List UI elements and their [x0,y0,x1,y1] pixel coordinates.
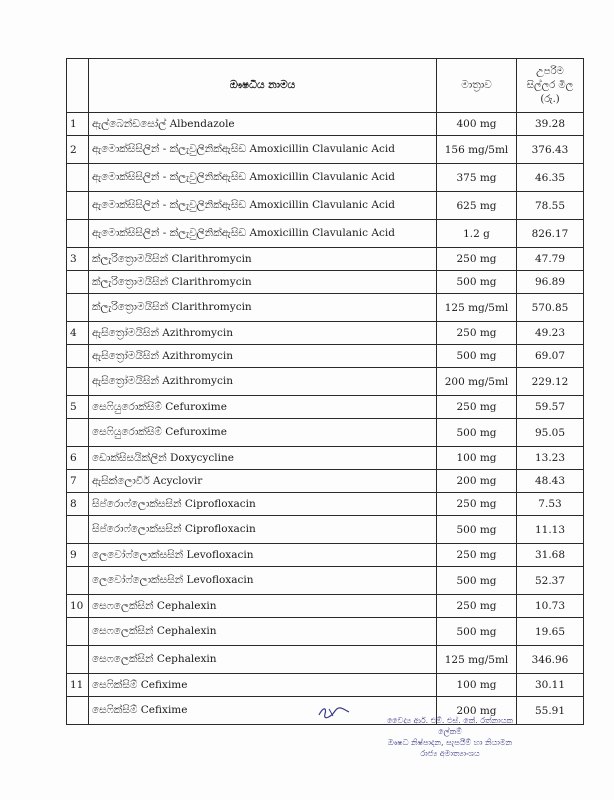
header-price-line-3: (රු.) [540,93,560,105]
row-number [67,192,89,220]
dosage: 100 mg [437,674,517,697]
max-retail-price: 52.37 [517,567,584,595]
table-row [67,470,584,493]
max-retail-price: 11.13 [517,516,584,544]
table-row [67,493,584,516]
drug-name: ඇමොක්සිසිලින් - ක්ලැවුලිනික්ඇසිඩ Amoxicillin Clavulanic Acid [89,220,437,248]
row-number: 8 [67,493,89,516]
max-retail-price: 10.73 [517,595,584,618]
header-max-retail-price [517,59,584,113]
table-row [67,113,584,136]
drug-name: ඇමොක්සිසිලින් - ක්ලැවුලිනික්ඇසිඩ Amoxicillin Clavulanic Acid [89,136,437,164]
drug-name: සෙෆික්සිම් Cefixime [89,697,437,725]
dosage: 400 mg [437,113,517,136]
max-retail-price: 826.17 [517,220,584,248]
dosage: 500 mg [437,345,517,368]
max-retail-price: 46.35 [517,164,584,192]
row-number [67,618,89,646]
drug-name: සෙෆලෙක්සින් Cephalexin [89,618,437,646]
table-row [67,674,584,697]
drug-name: ඇසික්ලොවීර් Acyclovir [89,470,437,493]
drug-name: ඩොක්සිසයික්ලින් Doxycycline [89,447,437,470]
table-row [67,419,584,447]
table-row [67,516,584,544]
table-row [67,271,584,294]
drug-name: ඇසිත්‍රෝමයිසින් Azithromycin [89,345,437,368]
table-row [67,248,584,271]
drug-name: ඇමොක්සිසිලින් - ක්ලැවුලිනික්ඇසිඩ Amoxicillin Clavulanic Acid [89,192,437,220]
drug-name: සෙෆලෙක්සින් Cephalexin [89,595,437,618]
dosage: 250 mg [437,248,517,271]
max-retail-price: 49.23 [517,322,584,345]
stamp-line-ministry: රාජ්‍ය අමාත්‍යාංශය [420,749,480,758]
drug-name: ඇසිත්‍රෝමයිසින් Azithromycin [89,368,437,396]
dosage: 156 mg/5ml [437,136,517,164]
drug-name: ක්ලැරිත්‍රොමයිසින් Clarithromycin [89,294,437,322]
max-retail-price: 47.79 [517,248,584,271]
row-number [67,294,89,322]
dosage: 200 mg/5ml [437,368,517,396]
stamp-line-title: ලේකම් [438,727,462,736]
table-row [67,368,584,396]
row-number [67,419,89,447]
header-dosage: මාත්‍රාව [437,59,517,113]
table-row [67,544,584,567]
row-number: 6 [67,447,89,470]
max-retail-price: 229.12 [517,368,584,396]
table-row [67,447,584,470]
row-number: 7 [67,470,89,493]
row-number [67,646,89,674]
drug-name: ලෙවෝෆ්ලොක්සසින් Levofloxacin [89,544,437,567]
max-retail-price: 95.05 [517,419,584,447]
drug-name: ඇසිත්‍රෝමයිසින් Azithromycin [89,322,437,345]
row-number: 10 [67,595,89,618]
table-row [67,618,584,646]
drug-name: සෙෆික්සිම් Cefixime [89,674,437,697]
table-row [67,322,584,345]
row-number [67,164,89,192]
row-number: 5 [67,396,89,419]
drug-price-table [66,58,584,725]
row-number: 11 [67,674,89,697]
max-retail-price: 48.43 [517,470,584,493]
max-retail-price: 59.57 [517,396,584,419]
dosage: 125 mg/5ml [437,294,517,322]
drug-name: ලෙවෝෆ්ලොක්සසින් Levofloxacin [89,567,437,595]
drug-name: ක්ලැරිත්‍රොමයිසින් Clarithromycin [89,271,437,294]
max-retail-price: 96.89 [517,271,584,294]
header-price-line-1: උපරිම [536,65,564,77]
max-retail-price: 78.55 [517,192,584,220]
table-row [67,136,584,164]
table-row [67,345,584,368]
max-retail-price: 69.07 [517,345,584,368]
row-number [67,368,89,396]
max-retail-price: 55.91 [517,697,584,725]
drug-name: සෙෆියුරොක්සිම් Cefuroxime [89,396,437,419]
drug-name: ඇමොක්සිසිලින් - ක්ලැවුලිනික්ඇසිඩ Amoxicillin Clavulanic Acid [89,164,437,192]
row-number: 1 [67,113,89,136]
drug-name: ඇල්බෙන්ඩසෝල් Albendazole [89,113,437,136]
row-number: 4 [67,322,89,345]
drug-name: සෙෆලෙක්සින් Cephalexin [89,646,437,674]
dosage: 500 mg [437,567,517,595]
dosage: 1.2 g [437,220,517,248]
dosage: 625 mg [437,192,517,220]
dosage: 200 mg [437,470,517,493]
table-row [67,164,584,192]
dosage: 250 mg [437,396,517,419]
dosage: 375 mg [437,164,517,192]
dosage: 200 mg [437,697,517,725]
dosage: 250 mg [437,493,517,516]
max-retail-price: 376.43 [517,136,584,164]
dosage: 100 mg [437,447,517,470]
row-number: 9 [67,544,89,567]
official-stamp-block [300,715,600,759]
dosage: 500 mg [437,516,517,544]
table-row [67,396,584,419]
max-retail-price: 31.68 [517,544,584,567]
row-number: 2 [67,136,89,164]
dosage: 500 mg [437,618,517,646]
row-number: 3 [67,248,89,271]
max-retail-price: 13.23 [517,447,584,470]
table-row [67,192,584,220]
table-header-row [67,59,584,113]
table-row [67,646,584,674]
stamp-line-name: වෛද්‍ය ආර්. එම්. එස්. කේ. රත්නායක [386,716,514,725]
max-retail-price: 570.85 [517,294,584,322]
dosage: 250 mg [437,544,517,567]
dosage: 250 mg [437,322,517,345]
dosage: 500 mg [437,419,517,447]
drug-name: සිප්රොෆ්ලොක්සසින් Ciprofloxacin [89,493,437,516]
row-number [67,345,89,368]
header-price-line-2: සිල්ලර මිල [526,79,574,91]
max-retail-price: 39.28 [517,113,584,136]
drug-name: සිප්රොෆ්ලොක්සසින් Ciprofloxacin [89,516,437,544]
table-row [67,220,584,248]
max-retail-price: 7.53 [517,493,584,516]
table-row [67,294,584,322]
row-number [67,516,89,544]
max-retail-price: 30.11 [517,674,584,697]
row-number [67,271,89,294]
header-number-cell [67,59,89,113]
stamp-line-department: ඖෂධ නිෂ්පාදන, සැපයීම් හා නියාමන [387,738,513,747]
row-number [67,220,89,248]
row-number [67,567,89,595]
dosage: 125 mg/5ml [437,646,517,674]
table-row [67,567,584,595]
header-drug-name: ඖෂධීය නාමය [89,59,437,113]
dosage: 500 mg [437,271,517,294]
max-retail-price: 346.96 [517,646,584,674]
dosage: 250 mg [437,595,517,618]
max-retail-price: 19.65 [517,618,584,646]
drug-name: සෙෆියුරොක්සිම් Cefuroxime [89,419,437,447]
table-row [67,595,584,618]
drug-name: ක්ලැරිත්‍රොමයිසින් Clarithromycin [89,248,437,271]
row-number [67,697,89,725]
